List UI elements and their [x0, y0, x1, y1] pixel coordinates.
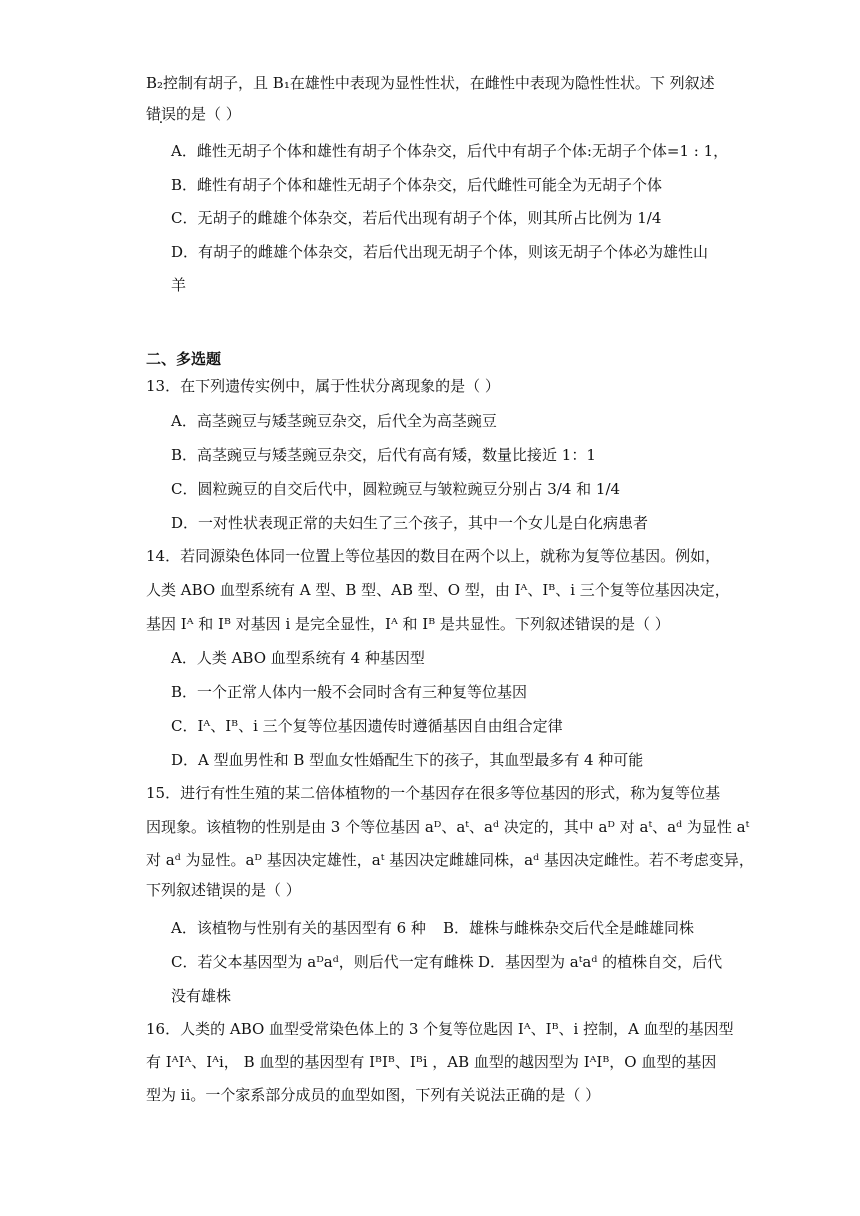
q12-stem-line1: B₂控制有胡子，且 B₁在雄性中表现为显性性状，在雌性中表现为隐性性状。下 列叙述 [146, 74, 715, 92]
q12-option-a[interactable]: A．雌性无胡子个体和雄性有胡子个体杂交，后代中有胡子个体:无胡子个体=1 : 1， [171, 142, 729, 160]
section-title-multiple-choice: 二、多选题 [146, 350, 222, 368]
q14-option-a[interactable]: A．人类 ABO 血型系统有 4 种基因型 [171, 649, 425, 667]
q15-stem-tail: 的是（ ） [236, 881, 301, 899]
q13-option-d[interactable]: D．一对性状表现正常的夫妇生了三个孩子，其中一个女儿是白化病患者 [171, 514, 649, 532]
q14-stem-line2: 人类 ABO 血型系统有 A 型、B 型、AB 型、O 型，由 Iᴬ、Iᴮ、i 三个复等位基因决定， [146, 581, 730, 599]
q15-option-a[interactable]: A．该植物与性别有关的基因型有 6 种 [171, 919, 426, 937]
q12-option-d-cont: 羊 [171, 276, 187, 294]
q12-emphasis-wrong: 错误 [146, 105, 177, 123]
q16-stem-line1: 16．人类的 ABO 血型受常染色体上的 3 个复等位匙因 Iᴬ、Iᴮ、i 控制，A 血型的基因型 [146, 1020, 734, 1038]
q13-stem: 13．在下列遗传实例中，属于性状分离现象的是（ ） [146, 377, 500, 395]
q14-option-c[interactable]: C．Iᴬ、Iᴮ、i 三个复等位基因遗传时遵循基因自由组合定律 [171, 717, 563, 735]
q15-option-c[interactable]: C．若父本基因型为 aᴰaᵈ，则后代一定有雌株 [171, 953, 474, 971]
q15-stem-line3: 对 aᵈ 为显性。aᴰ 基因决定雄性，aᵗ 基因决定雌雄同株，aᵈ 基因决定雌性。若不考虑变异， [146, 851, 754, 869]
q15-stem-line4 [146, 880, 301, 900]
q15-option-d[interactable]: D．基因型为 aᵗaᵈ 的植株自交，后代 [478, 953, 723, 971]
q16-stem-line3: 型为 ii。一个家系部分成员的血型如图，下列有关说法正确的是（ ） [146, 1086, 601, 1104]
q12-stem-line2 [146, 104, 241, 124]
q15-stem-head: 下列叙述 [146, 881, 207, 899]
q15-stem-line2: 因现象。该植物的性别是由 3 个等位基因 aᴰ、aᵗ、aᵈ 决定的，其中 aᴰ 对 aᵗ、aᵈ 为显性 aᵗ [146, 818, 750, 836]
q12-stem-tail: 的是（ ） [176, 105, 241, 123]
q15-stem-line1: 15．进行有性生殖的某二倍体植物的一个基因存在很多等位基因的形式，称为复等位基 [146, 784, 721, 802]
q12-option-b[interactable]: B．雌性有胡子个体和雄性无胡子个体杂交，后代雌性可能全为无胡子个体 [171, 176, 663, 194]
q14-stem-line3: 基因 Iᴬ 和 Iᴮ 对基因 i 是完全显性，Iᴬ 和 Iᴮ 是共显性。下列叙述错误的是（ ） [146, 615, 670, 633]
q12-option-d[interactable]: D．有胡子的雌雄个体杂交，若后代出现无胡子个体，则该无胡子个体必为雄性山 [171, 243, 709, 261]
q14-option-d[interactable]: D．A 型血男性和 B 型血女性婚配生下的孩子，其血型最多有 4 种可能 [171, 751, 644, 769]
q14-stem-line1: 14．若同源染色体同一位置上等位基因的数目在两个以上，就称为复等位基因。例如， [146, 547, 721, 565]
q15-option-b[interactable]: B．雄株与雌株杂交后代全是雌雄同株 [443, 919, 695, 937]
q14-option-b[interactable]: B．一个正常人体内一般不会同时含有三种复等位基因 [171, 683, 528, 701]
q15-emphasis-wrong: 错误 [206, 881, 237, 899]
q12-option-c[interactable]: C．无胡子的雌雄个体杂交，若后代出现有胡子个体，则其所占比例为 1/4 [171, 209, 662, 227]
q13-option-a[interactable]: A．高茎豌豆与矮茎豌豆杂交，后代全为高茎豌豆 [171, 412, 497, 430]
q13-option-c[interactable]: C．圆粒豌豆的自交后代中，圆粒豌豆与皱粒豌豆分别占 3/4 和 1/4 [171, 480, 621, 498]
q15-option-d-cont: 没有雄株 [171, 987, 232, 1005]
q16-stem-line2: 有 IᴬIᴬ、Iᴬi， B 血型的基因型有 IᴮIᴮ、Iᴮi ，AB 血型的越因型为 IᴬIᴮ，O 血型的基因 [146, 1053, 717, 1071]
q13-option-b[interactable]: B．高茎豌豆与矮茎豌豆杂交，后代有高有矮，数量比接近 1：1 [171, 446, 596, 464]
